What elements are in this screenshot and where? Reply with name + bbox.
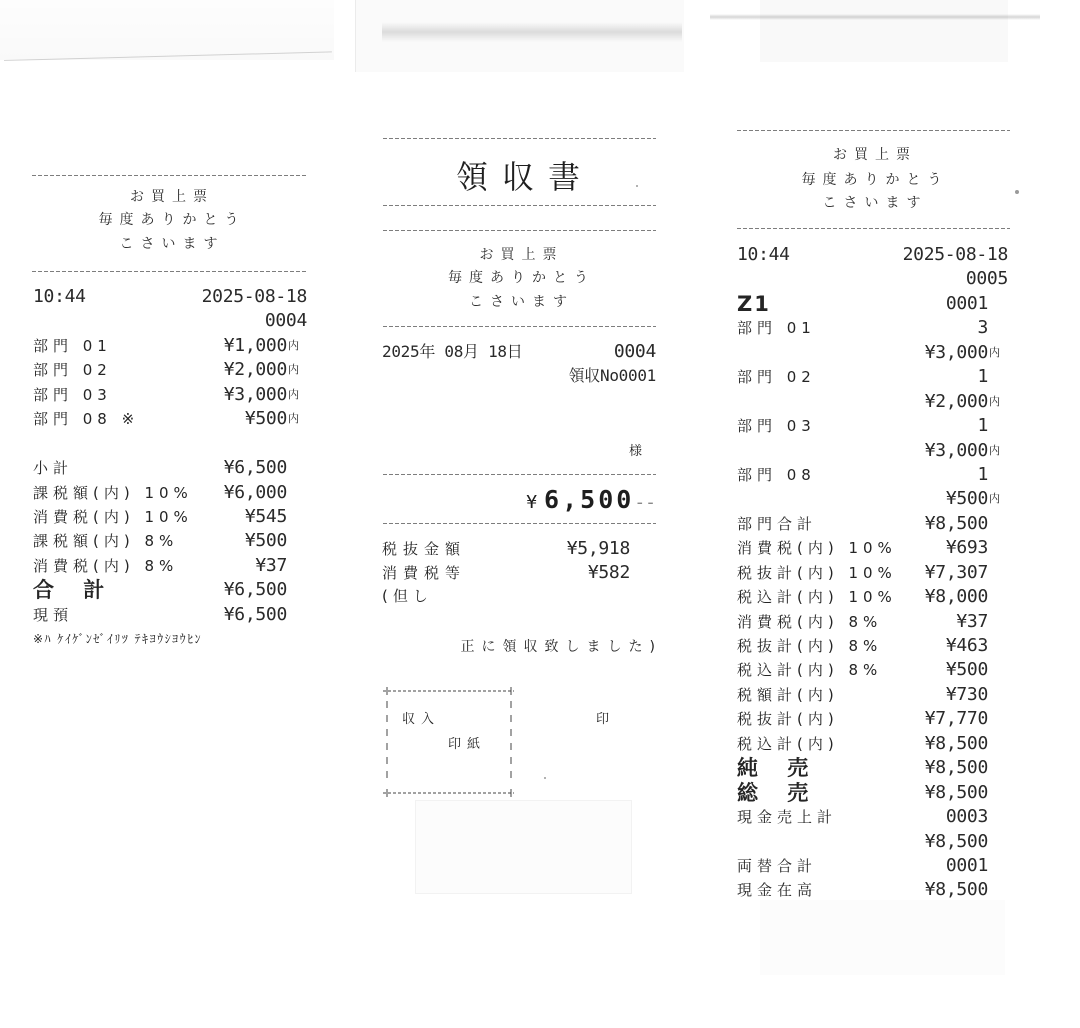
time-date-row [737, 243, 1008, 267]
department-lines [33, 334, 307, 432]
department-amount-line-value [925, 341, 1008, 365]
total-line-label: 課税額(内) 10% [33, 483, 193, 502]
report-total-line-value [946, 634, 1008, 658]
breakdown-line [382, 537, 650, 561]
department-line-value [224, 358, 307, 382]
date-number-row [382, 340, 656, 364]
proviso-close: 正に領収致しました) [460, 639, 662, 655]
total-line-label: 課税額(内) 8% [33, 532, 179, 551]
department-count-line [737, 365, 1008, 389]
total-line-value [245, 529, 307, 553]
report-total-line-amount: ¥37 [956, 610, 988, 632]
report-total-line-value [925, 732, 1008, 756]
report-total-line-amount: ¥8,500 [924, 781, 988, 803]
report-total-line-amount: ¥7,307 [924, 561, 988, 583]
department-line-label: 部門 01 [33, 336, 112, 355]
slip-number-row [737, 267, 1008, 291]
report-total-line-label: 税額計(内) [737, 685, 839, 704]
report-total-line [737, 756, 1008, 780]
report-total-line-label: 税抜計(内) [737, 710, 839, 729]
total-line-amount: ¥6,500 [223, 603, 287, 625]
total-line [33, 554, 307, 578]
department-amount-line [737, 487, 1008, 511]
department-line-label: 部門 08 ※ [33, 410, 140, 429]
department-line-value [224, 334, 307, 358]
department-line-amount: ¥2,000 [223, 359, 287, 381]
tax-mark: 内 [288, 387, 299, 401]
issue-date: 2025年 08月 18日 [382, 342, 523, 361]
report-total-line-label: 現金売上計 [737, 808, 838, 827]
breakdown-line [382, 561, 650, 585]
dashed-rule [383, 205, 656, 206]
date: 2025-08-18 [902, 244, 1008, 265]
z-report-receipt [735, 0, 1008, 1028]
department-line [33, 383, 307, 407]
breakdown-line-amount: ¥5,918 [566, 538, 630, 559]
time-date-row [33, 285, 307, 309]
dashed-rule [383, 326, 656, 327]
department-amount-line-amount: ¥500 [945, 488, 988, 510]
total-line-amount: ¥37 [255, 554, 287, 576]
received-amount-row [526, 486, 656, 514]
total-line-value [255, 554, 307, 578]
department-line-amount: ¥3,000 [223, 383, 287, 405]
report-total-line-label: 税込計(内) [737, 734, 839, 753]
report-total-line-label: 税抜計(内) 8% [737, 637, 883, 655]
report-total-line [737, 683, 1008, 707]
report-total-line [737, 536, 1008, 560]
report-total-lines [737, 512, 1008, 903]
dashed-rule [32, 271, 307, 272]
total-line-value [224, 603, 307, 627]
breakdown-line-label: 消費税等 [382, 564, 467, 583]
dashed-rule [383, 523, 656, 524]
department-amount-line [737, 439, 1008, 463]
report-total-line-amount: ¥8,500 [924, 757, 988, 779]
total-line-label: 小計 [33, 459, 74, 478]
department-amount-line-amount: ¥3,000 [924, 341, 988, 363]
total-line-value [245, 505, 307, 529]
received-amount: ¥6,500 [526, 485, 635, 514]
report-total-amount-line [737, 830, 1008, 854]
report-total-line-amount: ¥8,000 [924, 586, 988, 608]
reduced-tax-footnote: ※ﾊ ｹｲｹﾞﾝｾﾞｲﾘﾂ ﾃｷﾖｳｼﾖｳﾋﾝ [33, 632, 203, 647]
department-count-line [737, 316, 1008, 340]
greeting-line: こさいます [119, 236, 225, 252]
footnote-row [33, 627, 307, 651]
report-total-line-label: 消費税(内) 10% [737, 539, 897, 558]
report-total-amount-line-value [925, 830, 1008, 854]
total-line-value [224, 456, 307, 480]
total-line [33, 529, 307, 553]
report-total-line-amount: ¥500 [945, 659, 988, 681]
report-total-line-label: 税抜計(内) 10% [737, 563, 897, 582]
tax-mark: 内 [989, 345, 1000, 359]
receipt-number: 領収No0001 [568, 366, 656, 386]
breakdown-line-amount: ¥582 [587, 562, 630, 584]
total-line-value [224, 481, 307, 505]
report-total-line-amount: ¥730 [945, 683, 988, 705]
report-total-line [737, 634, 1008, 658]
total-line [33, 456, 307, 480]
addressee-honorific: 様 [628, 444, 648, 459]
department-count-line-amount: 1 [977, 366, 988, 388]
department-line-amount: ¥1,000 [223, 334, 287, 356]
receipt-heading: お買上票 [130, 189, 214, 205]
department-count-line-value [977, 414, 1008, 438]
tax-mark: 内 [989, 394, 1000, 408]
department-count-line-value [977, 316, 1008, 340]
slip-number: 0004 [264, 310, 307, 332]
time: 10:44 [33, 286, 86, 307]
report-header-row [737, 292, 1008, 316]
department-count-line-amount: 1 [977, 463, 988, 485]
greeting-line: 毎度ありかとう [801, 172, 949, 188]
report-total-line-value [925, 781, 1008, 805]
total-lines [33, 456, 307, 627]
receipt-heading: お買上票 [479, 247, 564, 263]
report-total-line-amount: ¥463 [945, 635, 988, 656]
greeting-line: 毎度ありかとう [98, 212, 246, 228]
formal-receipt [380, 0, 662, 1028]
greeting-line: こさいます [469, 294, 574, 310]
seal-mark: 印 [596, 712, 616, 727]
breakdown-line-value [588, 561, 650, 585]
total-line [33, 603, 307, 627]
report-total-line [737, 707, 1008, 731]
department-line-value [245, 407, 307, 431]
department-amount-line-value [925, 439, 1008, 463]
report-total-line-value [946, 658, 1008, 682]
department-count-line-amount: 3 [977, 317, 988, 339]
total-line [33, 578, 307, 602]
total-line-amount: ¥6,000 [223, 481, 287, 503]
department-amount-line [737, 390, 1008, 414]
department-count-line [737, 414, 1008, 438]
sales-slip-lines [30, 285, 307, 652]
report-total-line-label: 純 売 [737, 756, 820, 781]
report-total-line-value [925, 512, 1008, 536]
revenue-stamp-label: 印紙 [448, 737, 487, 752]
report-total-line-value [946, 536, 1008, 560]
receipt-title: 領収書 [455, 158, 594, 196]
report-total-line-amount: ¥7,770 [924, 708, 988, 730]
department-line [33, 334, 307, 358]
department-count-line-label: 部門 03 [737, 417, 816, 436]
tax-breakdown [380, 537, 656, 586]
department-count-line-value [977, 463, 1008, 487]
department-line-value [224, 383, 307, 407]
report-total-line [737, 585, 1008, 609]
proviso-open: (但し [382, 587, 433, 605]
breakdown-line-value [567, 537, 650, 561]
department-count-line-amount: 1 [977, 415, 988, 437]
report-total-line [737, 805, 1008, 829]
greeting-line: 毎度ありかとう [448, 270, 595, 286]
department-amount-line-value [925, 390, 1008, 414]
receipt-meta-lines [380, 340, 656, 389]
total-line [33, 505, 307, 529]
dashed-rule [32, 175, 307, 176]
department-count-line-value [977, 365, 1008, 389]
report-total-line-amount: ¥8,500 [924, 879, 988, 901]
department-count-line-label: 部門 02 [737, 368, 816, 387]
report-total-line [737, 561, 1008, 585]
tax-mark: 内 [288, 338, 299, 352]
tax-mark: 内 [288, 363, 299, 377]
report-total-line-amount: ¥8,500 [924, 732, 988, 754]
report-total-line-amount: 0003 [945, 806, 988, 828]
report-total-line [737, 878, 1008, 902]
report-total-line [737, 658, 1008, 682]
tax-mark: 内 [989, 492, 1000, 506]
revenue-stamp-label: 収入 [402, 712, 441, 727]
tax-mark: 内 [989, 443, 1000, 457]
total-line-label: 合 計 [33, 578, 116, 603]
department-amount-line-value [946, 487, 1008, 511]
total-line-amount: ¥545 [244, 505, 287, 527]
total-line-label: 消費税(内) 10% [33, 507, 193, 526]
report-total-line-amount: ¥8,500 [924, 512, 988, 534]
greeting-line: こさいます [822, 195, 928, 211]
department-line-label: 部門 02 [33, 361, 112, 380]
total-line-amount: ¥6,500 [223, 579, 287, 601]
department-amount-line-amount: ¥3,000 [924, 439, 988, 461]
report-label: Z1 [737, 291, 771, 316]
dashed-rule [383, 230, 656, 231]
report-total-line-value [946, 683, 1008, 707]
report-total-line-value [925, 878, 1008, 902]
amount-guard-dashes: -- [634, 492, 656, 513]
report-total-line-amount: ¥693 [945, 537, 988, 559]
report-total-line-label: 消費税(内) 8% [737, 612, 883, 631]
report-total-line [737, 781, 1008, 805]
z-report-lines [735, 243, 1008, 903]
dashed-rule [383, 138, 656, 139]
report-count: 0001 [945, 292, 988, 314]
report-total-line-value [925, 561, 1008, 585]
dust-speck [1015, 190, 1019, 194]
total-line-amount: ¥500 [244, 530, 287, 552]
report-total-line-value [925, 585, 1008, 609]
total-line-label: 現預 [33, 605, 74, 624]
dashed-rule [383, 474, 656, 475]
total-line-label: 消費税(内) 8% [33, 556, 179, 575]
report-total-line-label: 部門合計 [737, 514, 818, 533]
department-line-amount: ¥500 [244, 408, 287, 430]
slip-number: 0005 [965, 268, 1008, 290]
slip-number: 0004 [613, 341, 656, 362]
total-line-amount: ¥6,500 [223, 457, 287, 479]
receipt-heading: お買上票 [833, 147, 917, 163]
report-total-line-value [956, 610, 1008, 634]
slip-number-row [33, 309, 307, 333]
report-total-line-value [946, 854, 1008, 878]
report-total-line [737, 854, 1008, 878]
time: 10:44 [737, 244, 790, 265]
department-amount-line [737, 341, 1008, 365]
report-count-value [946, 292, 1008, 316]
receipt-number-row [382, 364, 656, 388]
tax-mark: 内 [288, 412, 299, 426]
department-lines [737, 316, 1008, 512]
report-total-line [737, 512, 1008, 536]
report-total-line [737, 732, 1008, 756]
department-count-line [737, 463, 1008, 487]
report-total-line-label: 税込計(内) 10% [737, 588, 897, 607]
report-total-line-label: 税込計(内) 8% [737, 661, 883, 680]
report-total-line-value [925, 707, 1008, 731]
department-count-line-label: 部門 01 [737, 319, 816, 338]
report-total-amount-line-amount: ¥8,500 [924, 830, 988, 852]
department-line [33, 358, 307, 382]
department-amount-line-amount: ¥2,000 [924, 390, 988, 412]
department-count-line-label: 部門 08 [737, 465, 816, 484]
report-total-line-value [946, 805, 1008, 829]
department-line-label: 部門 03 [33, 385, 112, 404]
report-total-line-label: 両替合計 [737, 856, 818, 875]
breakdown-line-label: 税抜金額 [382, 540, 467, 558]
sales-slip-receipt [30, 0, 307, 1028]
report-total-line-value [925, 756, 1008, 780]
total-line-value [224, 578, 307, 602]
report-total-line-label: 現金在高 [737, 881, 818, 900]
total-line [33, 481, 307, 505]
dashed-rule [737, 130, 1010, 131]
date: 2025-08-18 [201, 286, 307, 307]
report-total-line [737, 610, 1008, 634]
department-line [33, 407, 307, 431]
report-total-line-amount: 0001 [945, 854, 988, 876]
dashed-rule [737, 228, 1010, 229]
report-total-line-label: 総 売 [737, 780, 820, 805]
